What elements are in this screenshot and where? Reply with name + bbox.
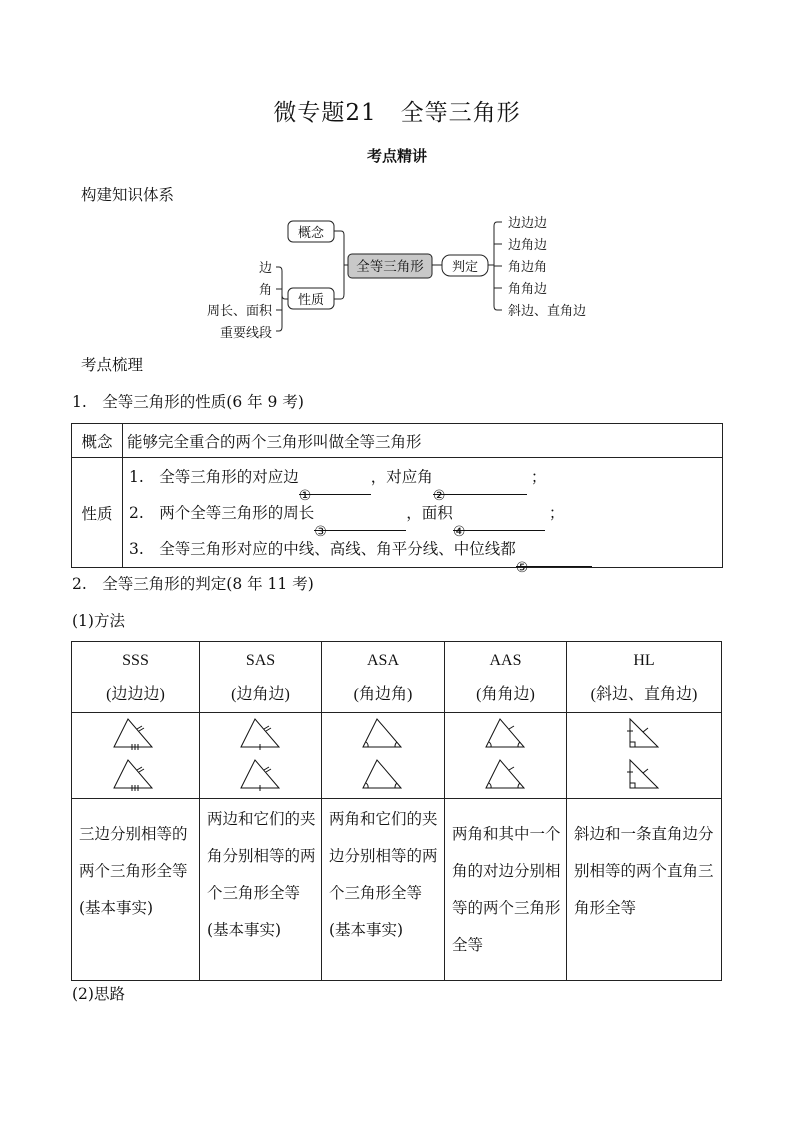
heading-properties: 1. 全等三角形的性质(6 年 9 考) [72, 393, 304, 411]
method-code: ASA [366, 652, 399, 669]
property-line-1-text-b: ，对应角 [370, 467, 433, 486]
blank-1[interactable] [298, 477, 371, 504]
methods-table [71, 641, 722, 981]
method-name: (斜边、直角边) [590, 686, 698, 703]
mindmap-center: 全等三角形 [356, 259, 424, 275]
property-line-3-text: 3. 全等三角形对应的中线、高线、角平分线、中位线都 [129, 539, 516, 558]
method-code: SAS [245, 652, 276, 669]
method-code: HL [633, 652, 655, 669]
figure-sas [200, 713, 322, 799]
hl-triangles-figure [614, 715, 674, 793]
method-name: (边角边) [231, 686, 290, 703]
property-line-2-text: 2. 两个全等三角形的周长 [129, 503, 315, 522]
property-line-2 [129, 495, 722, 540]
judge-item: 边边边 [508, 216, 548, 231]
semicolon: ； [530, 467, 547, 486]
figure-asa [322, 713, 445, 799]
method-desc-sss: 三边分别相等的两个三角形全等(基本事实) [72, 799, 200, 981]
properties-table [71, 423, 723, 576]
mindmap-judge: 判定 [451, 260, 479, 275]
blank-2-number: ② [432, 487, 446, 504]
blank-4-number: ④ [452, 523, 466, 540]
aas-triangles-figure [476, 715, 536, 793]
blank-2[interactable] [432, 477, 527, 504]
property-item: 重要线段 [219, 326, 272, 341]
figure-aas [445, 713, 567, 799]
page-title: 微专题21 全等三角形 [273, 100, 521, 126]
figure-sss [72, 713, 200, 799]
judge-item: 角边角 [508, 260, 548, 275]
heading-judgement: 2. 全等三角形的判定(8 年 11 考) [72, 575, 314, 593]
method-header-sss [72, 642, 200, 713]
method-header-asa [322, 642, 445, 713]
property-item: 角 [258, 283, 272, 298]
heading-approach: (2)思路 [72, 985, 125, 1003]
heading-methods: (1)方法 [72, 612, 125, 630]
method-name: (角边角) [353, 686, 413, 703]
section-review-heading: 考点梳理 [81, 356, 144, 374]
blank-4[interactable] [452, 513, 545, 540]
mindmap-property: 性质 [297, 293, 325, 308]
concept-text: 能够完全重合的两个三角形叫做全等三角形 [123, 424, 723, 458]
blank-3[interactable] [314, 513, 406, 540]
concept-label: 概念 [72, 424, 123, 458]
method-name: (边边边) [106, 686, 165, 703]
property-label: 性质 [72, 458, 123, 568]
sss-triangles-figure [106, 715, 166, 793]
property-item: 周长、面积 [206, 304, 272, 319]
section-build-heading: 构建知识体系 [81, 186, 175, 204]
property-lines [123, 458, 723, 576]
blank-5[interactable] [515, 549, 592, 576]
semicolon: ； [548, 503, 565, 522]
method-desc-sas: 两边和它们的夹角分别相等的两个三角形全等(基本事实) [200, 799, 322, 981]
mindmap-concept: 概念 [297, 226, 325, 241]
method-name: (角角边) [476, 686, 535, 703]
judge-item: 角角边 [508, 282, 548, 297]
knowledge-mindmap [0, 205, 794, 345]
blank-1-number: ① [298, 487, 312, 504]
method-header-aas [445, 642, 567, 713]
sas-triangles-figure [231, 715, 291, 793]
blank-3-number: ③ [314, 523, 327, 540]
property-line-1-text: 1. 全等三角形的对应边 [129, 467, 299, 486]
method-header-hl [567, 642, 722, 713]
asa-triangles-figure [353, 715, 413, 793]
method-desc-asa: 两角和它们的夹边分别相等的两个三角形全等(基本事实) [322, 799, 445, 981]
judge-item: 边角边 [508, 238, 548, 253]
method-desc-aas: 两角和其中一个角的对边分别相等的两个三角形全等 [445, 799, 567, 981]
property-line-3 [129, 531, 722, 576]
property-line-1 [129, 459, 722, 504]
page-subtitle: 考点精讲 [366, 147, 427, 165]
property-item: 边 [258, 261, 272, 276]
method-code: SSS [122, 652, 149, 669]
property-line-2-text-b: ，面积 [406, 503, 453, 522]
blank-5-number: ⑤ [515, 559, 529, 576]
method-header-sas [200, 642, 322, 713]
method-code: AAS [489, 652, 522, 669]
method-desc-hl: 斜边和一条直角边分别相等的两个直角三角形全等 [567, 799, 722, 981]
figure-hl [567, 713, 722, 799]
judge-item: 斜边、直角边 [508, 304, 587, 319]
